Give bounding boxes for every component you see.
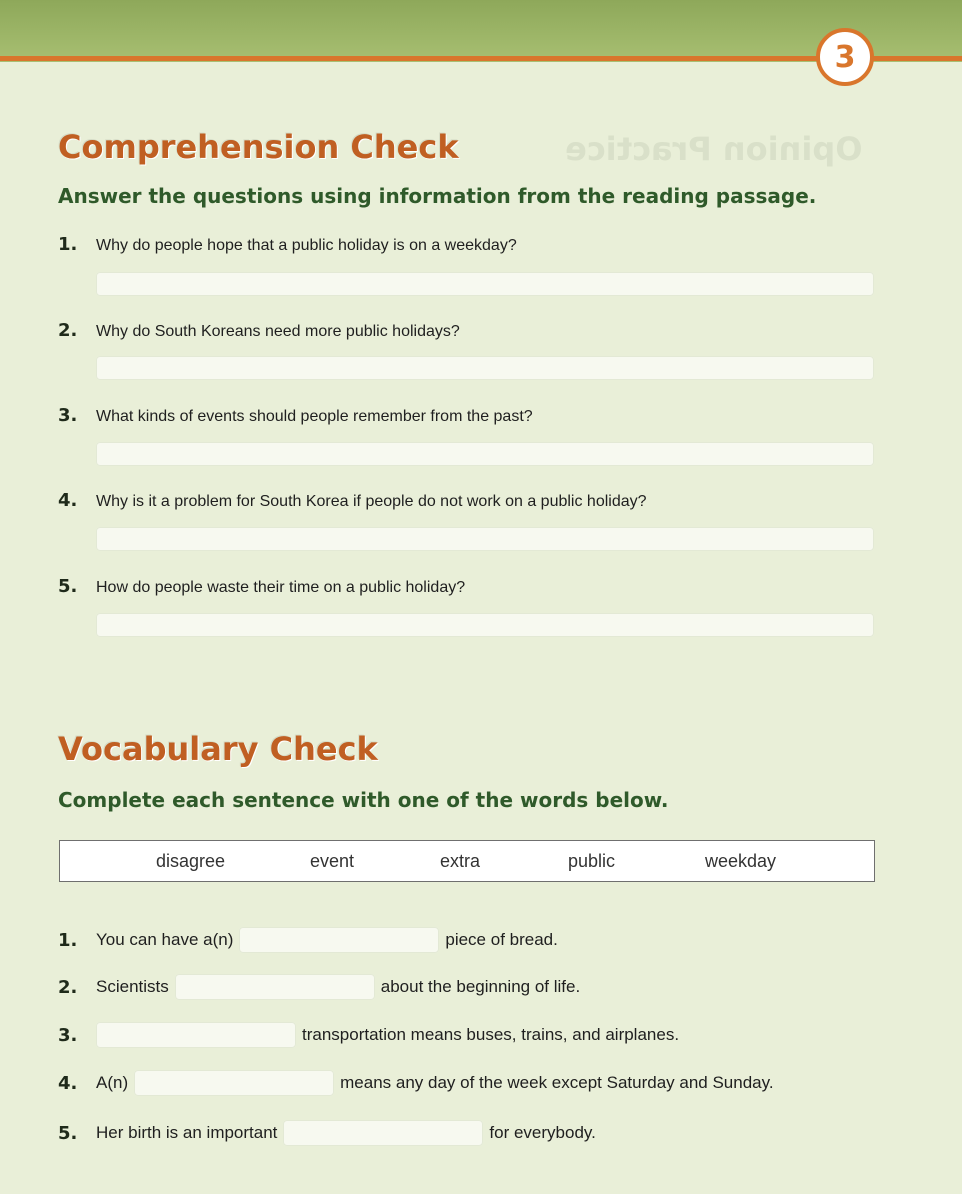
question-2	[58, 320, 460, 341]
question-text: Why do people hope that a public holiday is on a weekday?	[96, 237, 517, 254]
sentence-number: 5.	[58, 1122, 78, 1144]
sentence-number: 1.	[58, 929, 78, 951]
word-bank-item: disagree	[156, 851, 226, 871]
vocab-sentence-5	[58, 1119, 596, 1147]
word-bank-item: extra	[440, 851, 481, 871]
sentence-before: Scientists	[96, 977, 169, 996]
answer-field-5[interactable]	[96, 613, 874, 637]
vocab-sentence-2	[58, 973, 580, 1001]
comprehension-instruction: Answer the questions using information from the reading passage.	[58, 184, 817, 208]
vocab-sentence-4	[58, 1069, 774, 1097]
vocab-sentence-3	[58, 1021, 679, 1049]
sentence-after: piece of bread.	[445, 930, 558, 949]
question-text: Why do South Koreans need more public holidays?	[96, 323, 460, 340]
question-number: 1.	[58, 234, 78, 255]
answer-field-4[interactable]	[96, 527, 874, 551]
sentence-before: A(n)	[96, 1073, 129, 1092]
answer-field-3[interactable]	[96, 442, 874, 466]
sentence-after: transportation means buses, trains, and airplanes.	[302, 1025, 680, 1044]
sentence-after: means any day of the week except Saturday and Sunday.	[340, 1073, 774, 1092]
word-bank	[59, 840, 875, 882]
sentence-after: about the beginning of life.	[380, 977, 581, 996]
blank-field-5[interactable]	[283, 1120, 483, 1146]
sentence-before: You can have a(n)	[96, 930, 234, 949]
comprehension-title: Comprehension Check	[58, 128, 459, 166]
question-5	[58, 576, 465, 597]
word-bank-item: event	[310, 851, 355, 871]
vocabulary-title: Vocabulary Check	[58, 730, 378, 768]
question-text: What kinds of events should people remember from the past?	[96, 408, 533, 425]
question-1	[58, 234, 517, 255]
word-bank-item: public	[568, 851, 616, 871]
question-number: 2.	[58, 320, 78, 341]
vocab-sentence-1	[58, 926, 558, 954]
question-4	[58, 490, 647, 511]
sentence-number: 4.	[58, 1072, 78, 1094]
question-number: 4.	[58, 490, 78, 511]
question-3	[58, 405, 533, 426]
answer-field-2[interactable]	[96, 356, 874, 380]
page-number-badge: 3	[816, 28, 874, 86]
answer-field-1[interactable]	[96, 272, 874, 296]
sentence-after: for everybody.	[489, 1123, 596, 1142]
sentence-before: Her birth is an important	[96, 1123, 278, 1142]
blank-field-4[interactable]	[134, 1070, 334, 1096]
word-bank-item: weekday	[705, 851, 777, 871]
bleed-through-text: Opinion Practice	[565, 130, 863, 168]
vocabulary-instruction: Complete each sentence with one of the words below.	[58, 788, 669, 812]
blank-field-2[interactable]	[175, 974, 375, 1000]
question-text: How do people waste their time on a public holiday?	[96, 579, 466, 596]
question-number: 3.	[58, 405, 78, 426]
blank-field-1[interactable]	[239, 927, 439, 953]
blank-field-3[interactable]	[96, 1022, 296, 1048]
sentence-number: 3.	[58, 1024, 78, 1046]
sentence-number: 2.	[58, 976, 78, 998]
question-number: 5.	[58, 576, 78, 597]
question-text: Why is it a problem for South Korea if people do not work on a public holiday?	[96, 493, 647, 510]
